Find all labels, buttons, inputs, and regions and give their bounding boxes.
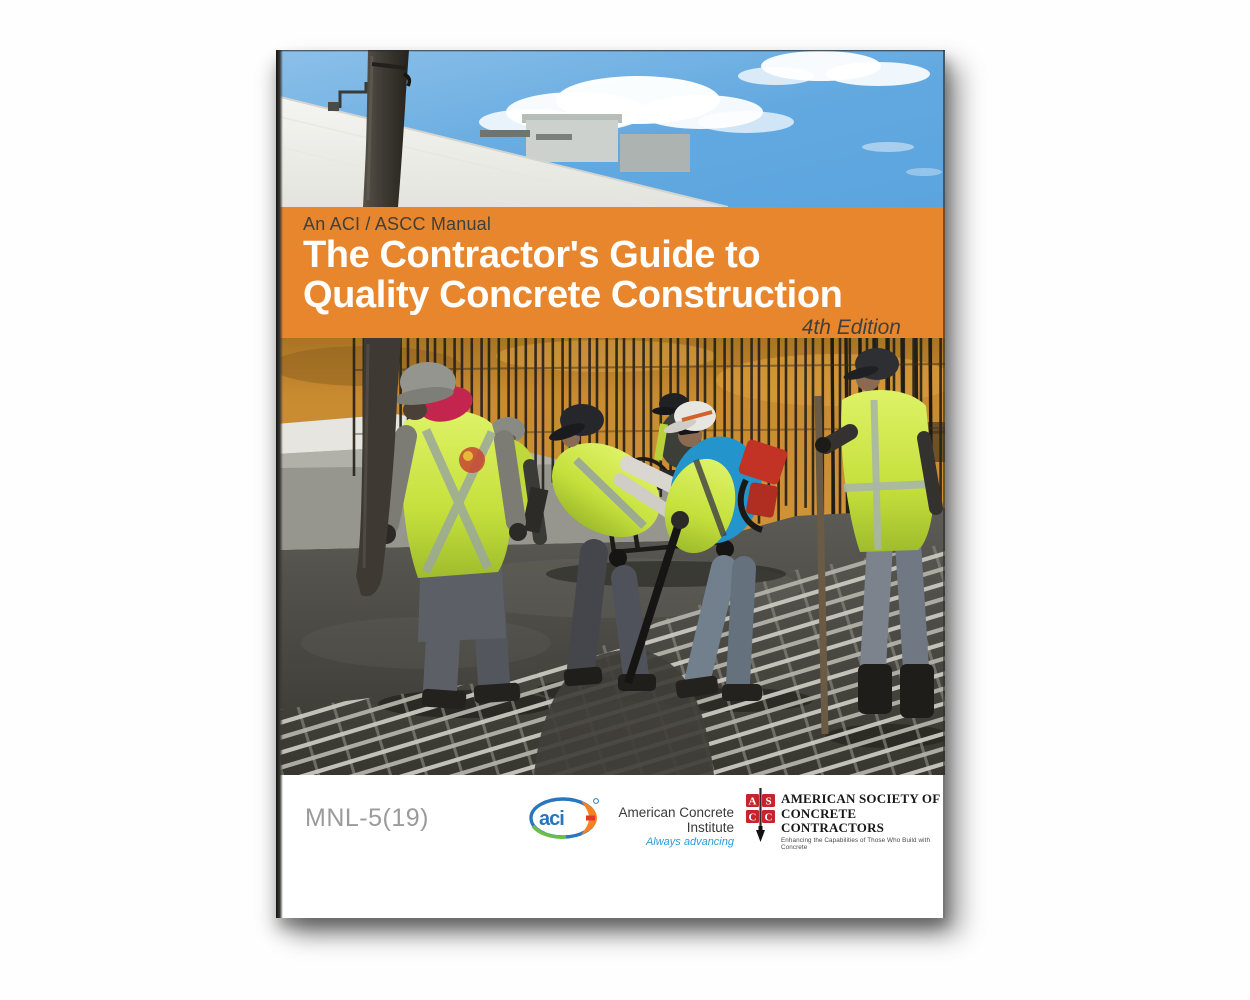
ascc-name-line1: AMERICAN SOCIETY OF [781,791,941,806]
book-title-line2: Quality Concrete Construction [303,274,843,316]
svg-text:A: A [748,795,757,808]
edition-label: 4th Edition [801,316,901,338]
aci-name: American Concrete Institute [618,805,734,835]
cover-photo-top [276,50,945,207]
ascc-logo-icon [746,788,778,844]
book-cover [276,50,945,918]
cover-footer [276,775,945,918]
aci-logo [528,795,602,846]
ascc-text-block [781,792,941,851]
series-label: An ACI / ASCC Manual [303,214,492,234]
title-banner [276,207,945,338]
book-title-line1: The Contractor's Guide to [303,234,761,276]
svg-text:C: C [748,811,757,824]
ascc-logo [746,788,778,849]
plumb-bob-icon [756,830,765,842]
cover-edge-right [943,50,945,918]
jobsite-scene [276,338,945,775]
ascc-name-line2: CONCRETE CONTRACTORS [781,805,885,835]
manual-code: MNL-5(19) [305,804,429,832]
aci-logo-icon [528,795,602,841]
cover-photo-main [276,338,945,775]
aci-text-block [604,805,734,849]
svg-text:C: C [764,811,773,824]
svg-text:S: S [765,795,772,808]
ascc-tagline: Enhancing the Capabilities of Those Who Build with Concrete [781,837,931,851]
cover-edge-left [276,50,283,918]
sky-building-scene [276,50,945,207]
aci-tagline: Always advancing [645,836,734,848]
aci-logo-text: aci [539,808,564,830]
cover-edge-top [276,50,945,52]
